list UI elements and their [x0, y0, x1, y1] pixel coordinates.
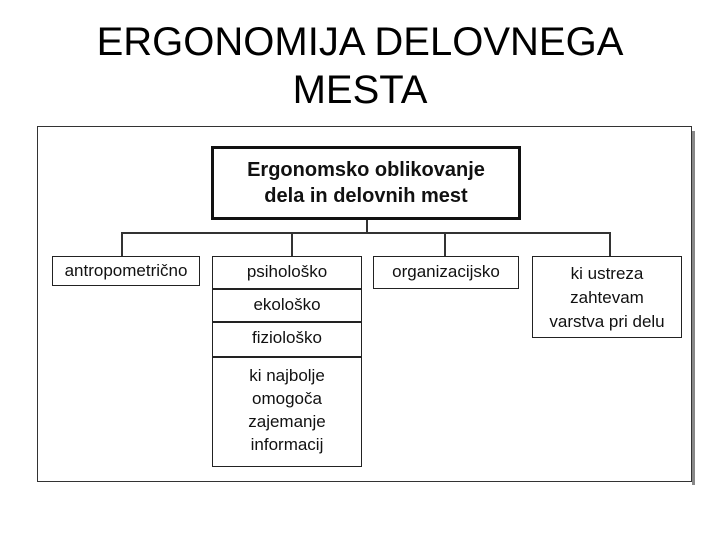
slide-title-line-2: MESTA [292, 68, 428, 112]
node-fiziolosko: fiziološko [212, 322, 362, 357]
connector-organizacijsko [444, 232, 446, 257]
root-node-line-1: Ergonomsko oblikovanje [247, 159, 485, 181]
connector-horizontal [121, 232, 611, 234]
connector-zahteve [609, 232, 611, 257]
node-zahteve-line-3: varstva pri delu [549, 312, 665, 331]
node-informacije-line-1: ki najbolje [249, 366, 325, 385]
slide-title-line-1: ERGONOMIJA DELOVNEGA [96, 20, 624, 64]
node-ekolosko: ekološko [212, 289, 362, 322]
node-informacije-line-3: zajemanje [248, 412, 326, 431]
node-informacije-line-2: omogoča [252, 389, 322, 408]
node-informacije [212, 357, 362, 467]
root-node [211, 146, 521, 220]
node-zahteve-line-1: ki ustreza [570, 264, 644, 283]
node-organizacijsko: organizacijsko [373, 256, 519, 289]
node-antropometricno: antropometrično [52, 256, 200, 286]
connector-psiholosko [291, 232, 293, 257]
slide-title [0, 18, 720, 114]
node-psiholosko: psihološko [212, 256, 362, 289]
root-node-line-2: dela in delovnih mest [264, 185, 468, 207]
node-zahteve-line-2: zahtevam [570, 288, 644, 307]
node-informacije-line-4: informacij [250, 435, 324, 454]
node-zahteve [532, 256, 682, 338]
connector-antropometricno [121, 232, 123, 257]
